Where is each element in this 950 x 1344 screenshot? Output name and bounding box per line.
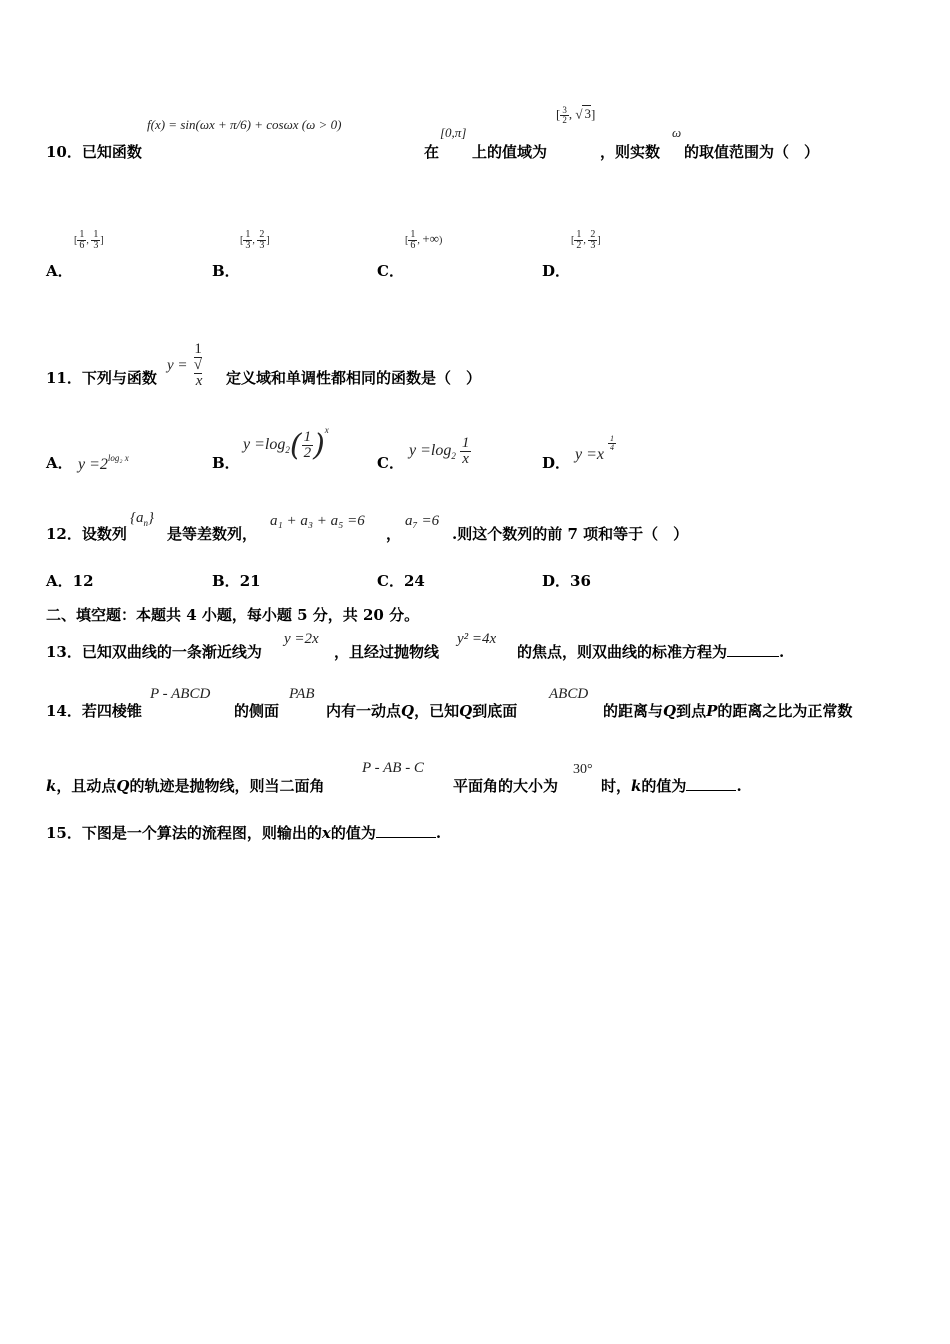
q10-var: ω: [672, 125, 682, 140]
q10-interval: [0,π]: [440, 125, 467, 140]
q12-option-b[interactable]: B．21: [212, 572, 261, 590]
q11-lead: 下列与函数: [81, 369, 157, 387]
q14-face: PAB: [289, 686, 315, 702]
q15-stem: 15．下图是一个算法的流程图，则输出的x的值为 .: [46, 824, 442, 842]
q13-c: 的焦点，则双曲线的标准方程为 .: [517, 643, 785, 661]
q14-angle: 30°: [573, 762, 593, 777]
q14-b: 的侧面: [234, 702, 280, 720]
q13-stem: 13．已知双曲线的一条渐近线为: [46, 643, 262, 661]
q12-tail: .则这个数列的前 7 项和等于（ ）: [452, 525, 689, 543]
q10-range-sqrt: 3: [584, 106, 591, 122]
q11-option-d-label[interactable]: D．: [542, 454, 571, 472]
q14-answer-blank[interactable]: [686, 790, 736, 791]
q11-stem: [46, 367, 157, 388]
q11-option-b-label[interactable]: B．: [212, 454, 240, 472]
q10-option-b-label[interactable]: B．: [212, 262, 240, 280]
q11-option-c-expr: $y =\log_2$ $\frac{1}{x}$: [409, 435, 470, 467]
q11-tail: 定义域和单调性都相同的函数是（ ）: [226, 369, 482, 387]
q10-option-d-label[interactable]: D．: [542, 262, 571, 280]
q12-mid: 是等差数列，: [167, 525, 258, 543]
q12-comma: ，: [386, 525, 402, 543]
q11-option-b-expr: $y =\log_2$( $\frac{1}{2}$ )$^x$: [243, 425, 329, 463]
q14-stem: 14．若四棱锥: [46, 702, 142, 720]
q12-sequence: $\{a_n\}$: [130, 510, 154, 528]
q10-tail-a: ，则实数: [600, 143, 661, 161]
q12-stem: [46, 523, 127, 544]
q11-option-a-label[interactable]: A．: [46, 454, 73, 472]
q12-condition-2: a₇ =6: [405, 513, 440, 529]
q14-pyramid: P - ABCD: [150, 686, 211, 702]
q10-number: 10．: [46, 143, 82, 161]
q12-number: 12．: [46, 525, 82, 543]
q11-fraction: 1 √ x: [193, 341, 203, 389]
q13-parabola: y² =4x: [457, 631, 497, 647]
q10-option-b-expr: [ $\frac{1}{3}$ , $\frac{2}{3}$ ]: [240, 229, 270, 251]
q14-line2d: 时，k的值为 .: [601, 777, 742, 795]
q10-range-expression: [ $\frac{3}{2}$ , √ 3]: [556, 105, 596, 125]
section-2-heading: 二、填空题：本题共 4 小题，每小题 5 分，共 20 分。: [46, 606, 420, 624]
q14-line2: k，且动点Q的轨迹是抛物线，则当二面角: [46, 777, 325, 795]
q13-b: ，且经过抛物线: [334, 643, 440, 661]
q11-option-a-expr: $y =2^{log_2 x}$: [78, 453, 129, 473]
q10-option-a-expr: [ $\frac{1}{6}$ , $\frac{1}{3}$ ]: [74, 229, 104, 251]
q12-option-c[interactable]: C．24: [377, 572, 425, 590]
q11-function: y = 1 √ x: [167, 341, 203, 389]
q10-stem: [46, 141, 142, 162]
q10-interval-word: 在: [424, 143, 440, 161]
q14-base: ABCD: [549, 686, 589, 702]
q12-lead: 设数列: [81, 525, 127, 543]
q12-condition-1: a₁ + a₃ + a₅ =6: [270, 513, 365, 529]
q12-option-d[interactable]: D．36: [542, 572, 591, 590]
q10-function-expression: f(x) = sin(ωx + π/6) + cosωx (ω > 0): [147, 117, 342, 132]
q10-lead: 已知函数: [81, 143, 142, 161]
q10-option-d-expr: [ $\frac{1}{2}$ , $\frac{2}{3}$ ]: [571, 229, 601, 251]
q10-option-c-label[interactable]: C．: [377, 262, 404, 280]
q14-dihedral: P - AB - C: [362, 760, 424, 776]
q10-range-word: 上的值域为: [472, 143, 548, 161]
q14-f: 的距离与Q到点P的距离之比为正常数: [603, 702, 853, 720]
q11-option-d-expr: y =x $\frac{1}{4}$: [575, 433, 614, 463]
q14-c: 内有一动点Q，已知Q到底面: [326, 702, 518, 720]
q13-asymptote: y =2x: [284, 631, 319, 647]
q10-option-a-label[interactable]: A．: [46, 262, 73, 280]
q10-tail-b: 的取值范围为（ ）: [684, 143, 820, 161]
q14-line2c: 平面角的大小为: [453, 777, 559, 795]
q12-option-a[interactable]: A．12: [46, 572, 94, 590]
q13-answer-blank[interactable]: [727, 656, 779, 657]
q11-number: 11．: [46, 369, 82, 387]
q15-answer-blank[interactable]: [376, 837, 436, 838]
q10-range-fraction: $\frac{3}{2}$: [562, 105, 567, 125]
q11-option-c-label[interactable]: C．: [377, 454, 404, 472]
q10-option-c-expr: [ $\frac{1}{6}$ , +∞): [405, 229, 443, 251]
